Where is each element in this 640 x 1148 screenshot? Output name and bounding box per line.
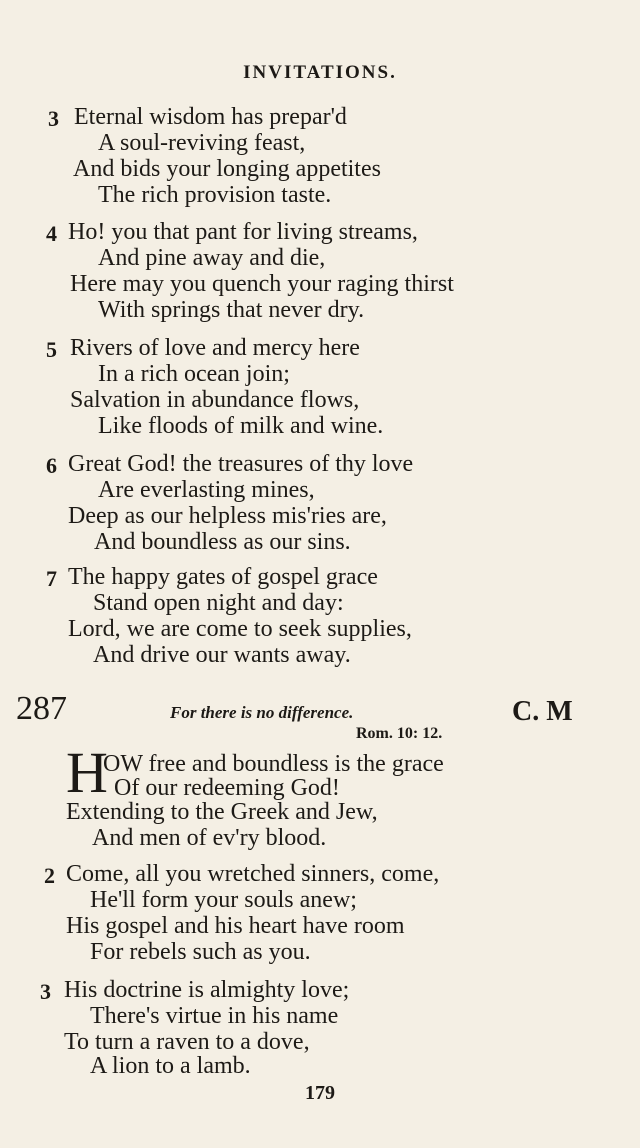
verse-line: His gospel and his heart have room bbox=[66, 913, 405, 939]
verse-line: And bids your longing appetites bbox=[73, 156, 381, 182]
stanza-number: 4 bbox=[46, 221, 57, 246]
stanza-number: 2 bbox=[44, 863, 55, 888]
verse-line: A soul-reviving feast, bbox=[98, 130, 306, 156]
verse-line: To turn a raven to a dove, bbox=[64, 1029, 310, 1055]
hymn-number: 287 bbox=[16, 690, 67, 727]
verse-line: Deep as our helpless mis'ries are, bbox=[68, 503, 387, 529]
hymn-title: For there is no difference. bbox=[170, 703, 354, 722]
drop-cap: H bbox=[66, 740, 108, 805]
stanza-number: 3 bbox=[40, 979, 51, 1004]
page-number: 179 bbox=[305, 1082, 335, 1104]
verse-line: Ho! you that pant for living streams, bbox=[68, 219, 418, 245]
verse-line: Of our redeeming God! bbox=[114, 775, 340, 801]
verse-line: Eternal wisdom has prepar'd bbox=[74, 104, 347, 130]
verse-line: Extending to the Greek and Jew, bbox=[66, 799, 378, 825]
verse-line: He'll form your souls anew; bbox=[90, 887, 357, 913]
stanza-number: 5 bbox=[46, 337, 57, 362]
verse-line: Salvation in abundance flows, bbox=[70, 387, 360, 413]
verse-line: A lion to a lamb. bbox=[90, 1053, 251, 1079]
verse-line: And men of ev'ry blood. bbox=[92, 825, 327, 851]
running-head: INVITATIONS. bbox=[243, 62, 397, 83]
verse-line: Great God! the treasures of thy love bbox=[68, 451, 414, 477]
verse-line: Stand open night and day: bbox=[93, 590, 344, 616]
scripture-reference: Rom. 10: 12. bbox=[356, 725, 443, 742]
hymn-meter: C. M bbox=[512, 696, 573, 727]
verse-line: In a rich ocean join; bbox=[98, 361, 290, 387]
verse-line: Lord, we are come to seek supplies, bbox=[68, 616, 412, 642]
verse-line: The happy gates of gospel grace bbox=[68, 564, 378, 590]
stanza-number: 7 bbox=[46, 566, 57, 591]
stanza-number: 6 bbox=[46, 453, 57, 478]
verse-line: Come, all you wretched sinners, come, bbox=[66, 861, 440, 887]
stanza-number: 3 bbox=[48, 106, 59, 131]
verse-line: With springs that never dry. bbox=[98, 297, 365, 323]
verse-line: Rivers of love and mercy here bbox=[70, 335, 360, 361]
verse-line: And drive our wants away. bbox=[93, 642, 351, 668]
verse-line: For rebels such as you. bbox=[90, 939, 311, 965]
verse-line: And boundless as our sins. bbox=[94, 529, 351, 555]
verse-line: Here may you quench your raging thirst bbox=[70, 271, 454, 297]
verse-line: OW free and boundless is the grace bbox=[103, 751, 444, 777]
verse-line: Are everlasting mines, bbox=[98, 477, 315, 503]
verse-line: His doctrine is almighty love; bbox=[64, 977, 350, 1003]
verse-line: The rich provision taste. bbox=[98, 182, 332, 208]
verse-line: There's virtue in his name bbox=[90, 1003, 339, 1029]
verse-line: Like floods of milk and wine. bbox=[98, 413, 384, 439]
verse-line: And pine away and die, bbox=[98, 245, 326, 271]
